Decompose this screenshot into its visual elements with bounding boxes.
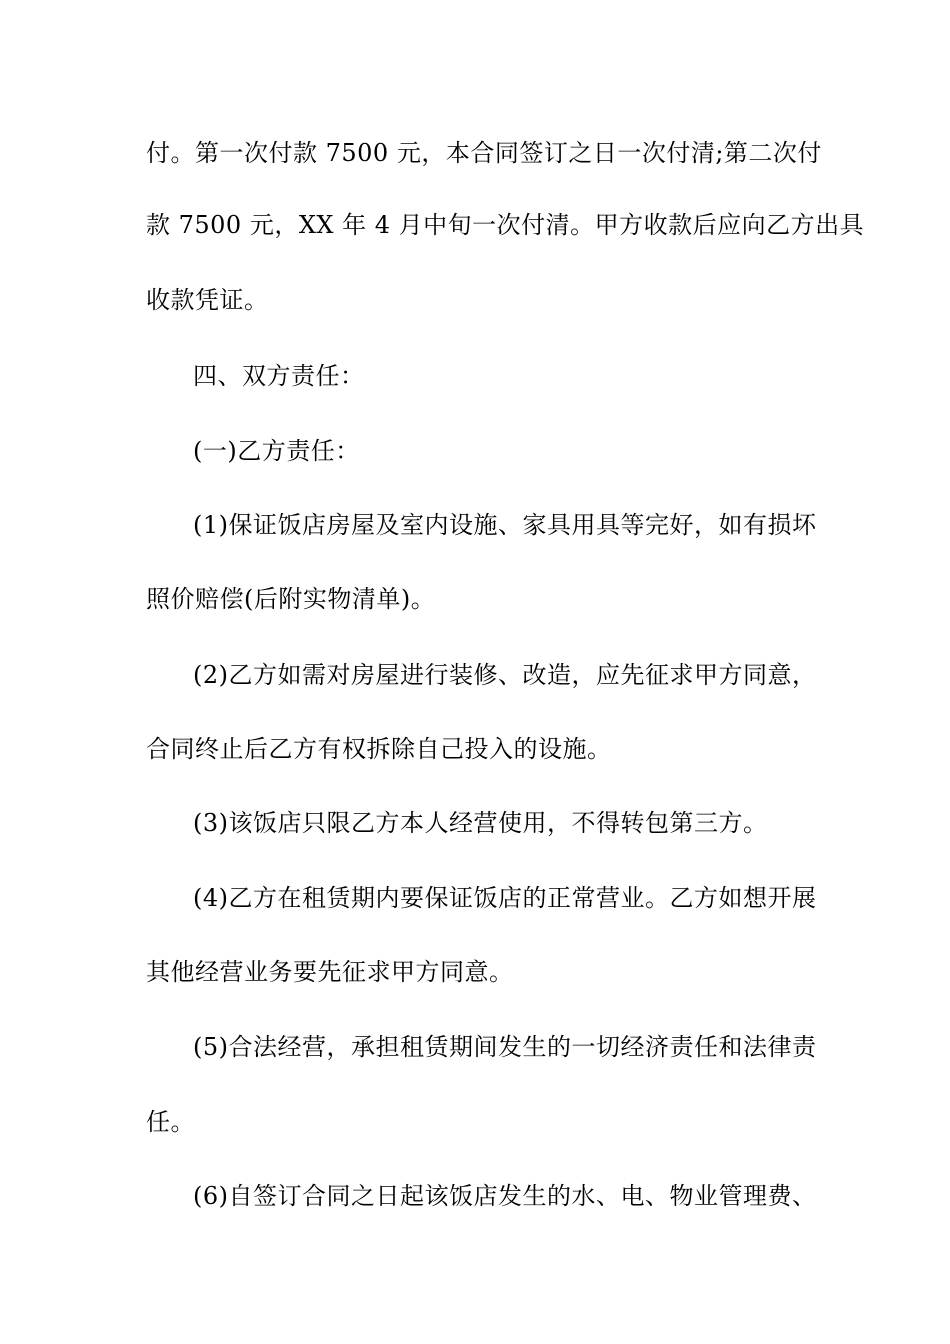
section-heading: 四、双方责任： [193, 362, 365, 390]
text-line: (6)自签订合同之日起该饭店发生的水、电、物业管理费、 [193, 1182, 817, 1210]
text-line: 任。 [146, 1108, 195, 1136]
subsection-heading: (一)乙方责任： [193, 437, 360, 465]
text-line: 款 7500 元，XX 年 4 月中旬一次付清。甲方收款后应向乙方出具 [146, 211, 865, 239]
text-line: 其他经营业务要先征求甲方同意。 [146, 958, 514, 986]
text-line: (5)合法经营，承担租赁期间发生的一切经济责任和法律责 [193, 1033, 817, 1061]
text-line: (3)该饭店只限乙方本人经营使用，不得转包第三方。 [193, 809, 768, 837]
text-line: 合同终止后乙方有权拆除自己投入的设施。 [146, 735, 612, 763]
text-line: 付。第一次付款 7500 元，本合同签订之日一次付清;第二次付 [146, 139, 822, 167]
text-line: (1)保证饭店房屋及室内设施、家具用具等完好，如有损坏 [193, 511, 817, 539]
text-line: (2)乙方如需对房屋进行装修、改造，应先征求甲方同意， [193, 661, 817, 689]
text-line: 收款凭证。 [146, 286, 269, 314]
text-line: (4)乙方在租赁期内要保证饭店的正常营业。乙方如想开展 [193, 884, 817, 912]
text-line: 照价赔偿(后附实物清单)。 [146, 585, 436, 613]
